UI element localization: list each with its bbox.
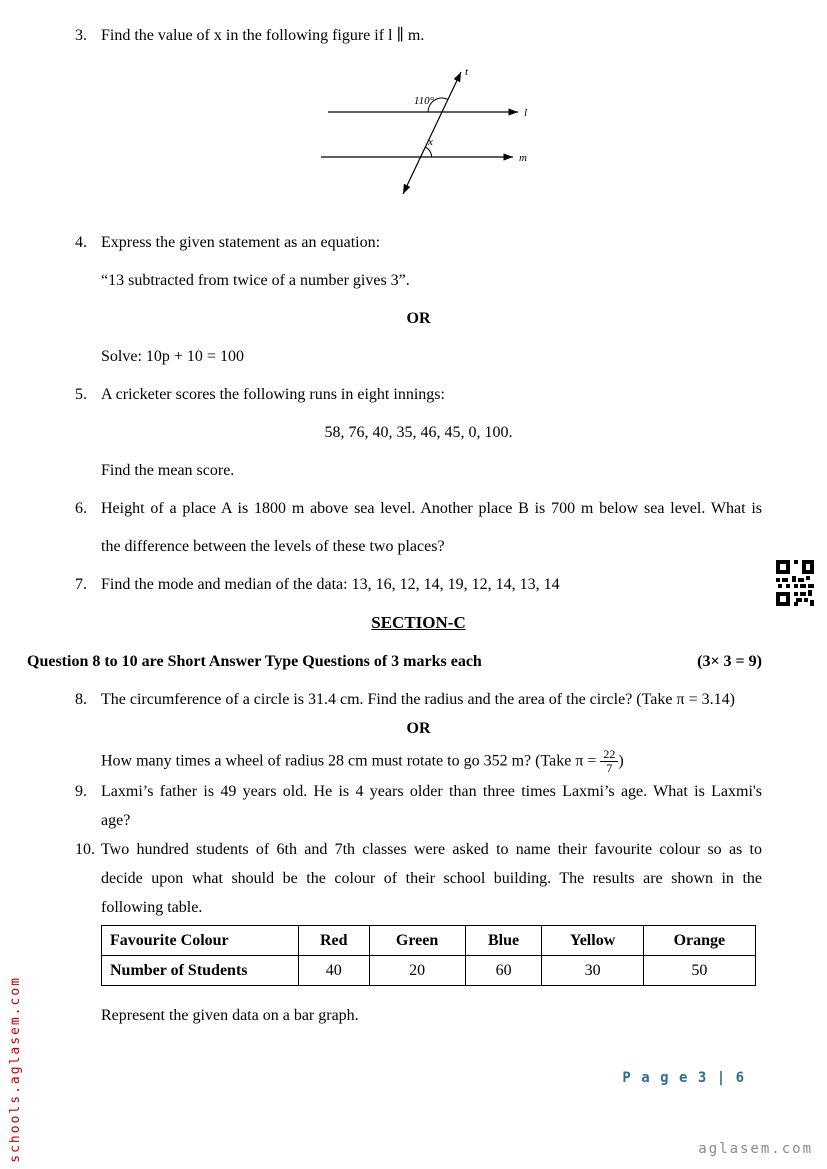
- table-cell-number-of-students: Number of Students: [102, 956, 299, 986]
- table-header-green: Green: [369, 926, 465, 956]
- question-10-followup: Represent the given data on a bar graph.: [101, 1007, 359, 1025]
- question-4-or-divider: OR: [406, 310, 431, 327]
- table-header-blue: Blue: [465, 926, 542, 956]
- angle-110-label: 110°: [413, 95, 434, 107]
- question-5-followup: Find the mean score.: [101, 462, 235, 479]
- question-7-text: Find the mode and median of the data: 13, 16, 12, 14, 19, 12, 14, 13, 14: [101, 576, 560, 593]
- transversal-label: t: [464, 66, 468, 78]
- question-7: [75, 573, 762, 597]
- section-c-title: SECTION-C: [371, 613, 466, 632]
- parallel-lines-svg: [303, 62, 563, 202]
- angle-x-label: x: [427, 136, 433, 148]
- question-3-text: Find the value of x in the following figure if l ∥ m.: [101, 27, 425, 44]
- fraction-22-7: [600, 748, 618, 775]
- table-cell-blue-count: 60: [465, 956, 542, 986]
- question-4-solve: Solve: 10p + 10 = 100: [101, 348, 244, 365]
- question-5-data: 58, 76, 40, 35, 46, 45, 0, 100.: [324, 424, 513, 441]
- question-10-line2: decide upon what should be the colour of their school building. The results are shown in the: [101, 870, 762, 888]
- parallel-lines-figure: [303, 62, 563, 207]
- table-cell-red-count: 40: [299, 956, 370, 986]
- section-c-subtitle: Question 8 to 10 are Short Answer Type Questions of 3 marks each: [27, 653, 482, 670]
- watermark-aglasem: aglasem.com: [698, 1141, 813, 1157]
- question-10: [75, 838, 762, 862]
- qr-code: [776, 560, 814, 611]
- question-8: [75, 688, 762, 712]
- question-6: [75, 497, 762, 521]
- watermark-schools-aglasem: schools.aglasem.com: [8, 976, 23, 1163]
- question-10-line1: Two hundred students of 6th and 7th classes were asked to name their favourite colour so as to: [101, 841, 762, 859]
- question-8-text: The circumference of a circle is 31.4 cm. Find the radius and the area of the circle? (Take π = 3.14): [101, 691, 735, 708]
- question-4-number: 4.: [75, 234, 87, 251]
- question-5-text: A cricketer scores the following runs in eight innings:: [101, 386, 445, 403]
- favourite-colour-table: [101, 925, 756, 986]
- question-4: [75, 231, 762, 255]
- section-c-header: [27, 650, 762, 674]
- question-8-alt: [101, 748, 762, 775]
- question-10-number: 10.: [75, 841, 95, 859]
- angle-arc-x: [425, 147, 431, 157]
- question-9-line2: age?: [101, 812, 131, 830]
- question-6-line2: the difference between the levels of these two places?: [101, 538, 445, 555]
- fraction-numerator: 22: [600, 748, 618, 762]
- table-cell-green-count: 20: [369, 956, 465, 986]
- question-5-number: 5.: [75, 386, 87, 403]
- table-header-orange: Orange: [643, 926, 755, 956]
- question-9-line1: Laxmi’s father is 49 years old. He is 4 years older than three times Laxmi’s age. What is Laxmi's: [101, 783, 762, 801]
- question-8-alt-prefix: How many times a wheel of radius 28 cm must rotate to go 352 m? (Take π =: [101, 752, 601, 770]
- question-4-text: Express the given statement as an equation:: [101, 234, 381, 251]
- question-6-line1: Height of a place A is 1800 m above sea level. Another place B is 700 m below sea level. What is: [101, 500, 762, 517]
- question-5: [75, 383, 762, 407]
- table-header-yellow: Yellow: [542, 926, 643, 956]
- question-8-number: 8.: [75, 691, 87, 708]
- question-9-number: 9.: [75, 783, 87, 801]
- question-3-number: 3.: [75, 27, 87, 44]
- line-m-label: m: [518, 152, 527, 164]
- question-9: [75, 780, 762, 804]
- table-data-row: [102, 956, 756, 986]
- line-l-label: l: [523, 107, 527, 119]
- table-cell-yellow-count: 30: [542, 956, 643, 986]
- question-8-or-divider: OR: [406, 720, 431, 737]
- transversal-line: [403, 72, 461, 194]
- section-c-marks: (3× 3 = 9): [697, 653, 762, 670]
- table-header-red: Red: [299, 926, 370, 956]
- question-3: [75, 24, 762, 48]
- page-number-footer: P a g e 3 | 6: [622, 1070, 745, 1086]
- question-6-number: 6.: [75, 500, 87, 517]
- question-7-number: 7.: [75, 576, 87, 593]
- table-header-favourite-colour: Favourite Colour: [102, 926, 299, 956]
- question-4-statement: “13 subtracted from twice of a number gives 3”.: [101, 272, 410, 289]
- question-10-line3: following table.: [101, 899, 203, 917]
- question-8-alt-suffix: ): [618, 752, 624, 770]
- qr-code-pattern: [776, 560, 814, 606]
- table-cell-orange-count: 50: [643, 956, 755, 986]
- table-header-row: [102, 926, 756, 956]
- fraction-denominator: 7: [606, 761, 613, 776]
